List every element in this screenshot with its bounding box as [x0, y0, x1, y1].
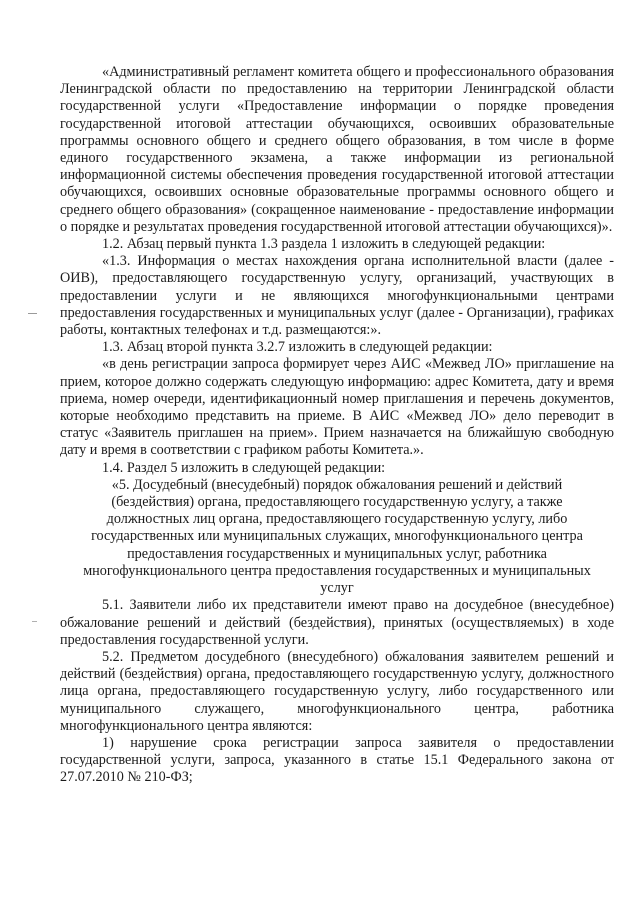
heading-line: «5. Досудебный (внесудебный) порядок обжалования решений и действий	[111, 476, 563, 493]
paragraph-item-1-4: 1.4. Раздел 5 изложить в следующей редакции:	[102, 459, 386, 476]
section-5-heading	[60, 477, 614, 597]
margin-mark	[32, 621, 37, 622]
heading-line: услуг	[320, 580, 354, 597]
paragraph-list-item-1: 1) нарушение срока регистрации запроса заявителя о предоставлении государственной услуги, запроса, указанного в статье 15.1 Федерального закона от 27.07.2010 № 210-ФЗ;	[60, 734, 614, 786]
heading-line: государственных или муниципальных служащих, многофункционального центра	[91, 528, 583, 545]
heading-line: (бездействия) органа, предоставляющего государственную услугу, а также	[111, 494, 563, 511]
paragraph-quote-1-3: «1.3. Информация о местах нахождения органа исполнительной власти (далее - ОИВ), предоставляющего государственную услугу, организаций, участвующих в предоставлении услуги и не являющихся многофункциональными центрами предоставления государственных и муниципальных услуг (далее - Организации), графиках работы, контактных телефонах и т.д. размещаются:».	[60, 253, 614, 339]
paragraph-5-2: 5.2. Предметом досудебного (внесудебного) обжалования заявителем решений и действий (бездействия) органа, предоставляющего государственную услугу, должностного лица органа, предоставляющего государственную услугу, либо государственного или муниципального служащего, многофункционального центра, работника многофункционального центра являются:	[60, 648, 614, 734]
paragraph-quote-3-2-7: «в день регистрации запроса формирует через АИС «Межвед ЛО» приглашение на прием, которое должно содержать следующую информацию: адрес Комитета, дату и время приема, номер очереди, идентификационный номер приглашения и перечень документов, которые необходимо представить на приеме. В АИС «Межвед ЛО» дело переводит в статус «Заявитель приглашен на прием». Прием назначается на ближайшую свободную дату и время в соответствии с графиком работы Комитета.».	[60, 356, 614, 459]
paragraph-item-1-3: 1.3. Абзац второй пункта 3.2.7 изложить в следующей редакции:	[102, 339, 493, 356]
heading-line: многофункционального центра предоставления государственных и муниципальных	[83, 562, 591, 579]
heading-line: должностных лиц органа, предоставляющего государственную услугу, либо	[106, 511, 568, 528]
paragraph-regulation-title: «Административный регламент комитета общего и профессионального образования Ленинградской области по предоставлению на территории Ленинградской области государственной услуги «Предоставление информации о порядке проведения государственной итоговой аттестации обучающихся, освоивших образовательные программы основного общего и среднего общего образования, в том числе в форме единого государственного экзамена, а также информации из региональной информационной системы обеспечения проведения государственной итоговой аттестации обучающихся, освоивших основные образовательные программы основного общего и среднего общего образования» (сокращенное наименование - предоставление информации о порядке и результатах проведения государственной итоговой аттестации обучающихся)».	[60, 64, 614, 235]
margin-mark	[28, 313, 37, 314]
paragraph-item-1-2: 1.2. Абзац первый пункта 1.3 раздела 1 изложить в следующей редакции:	[102, 236, 546, 253]
heading-line: предоставления государственных и муниципальных услуг, работника	[127, 545, 547, 562]
paragraph-5-1: 5.1. Заявители либо их представители имеют право на досудебное (внесудебное) обжалование решений и действий (бездействия), принятых (осуществляемых) в ходе предоставления государственной услуги.	[60, 597, 614, 648]
